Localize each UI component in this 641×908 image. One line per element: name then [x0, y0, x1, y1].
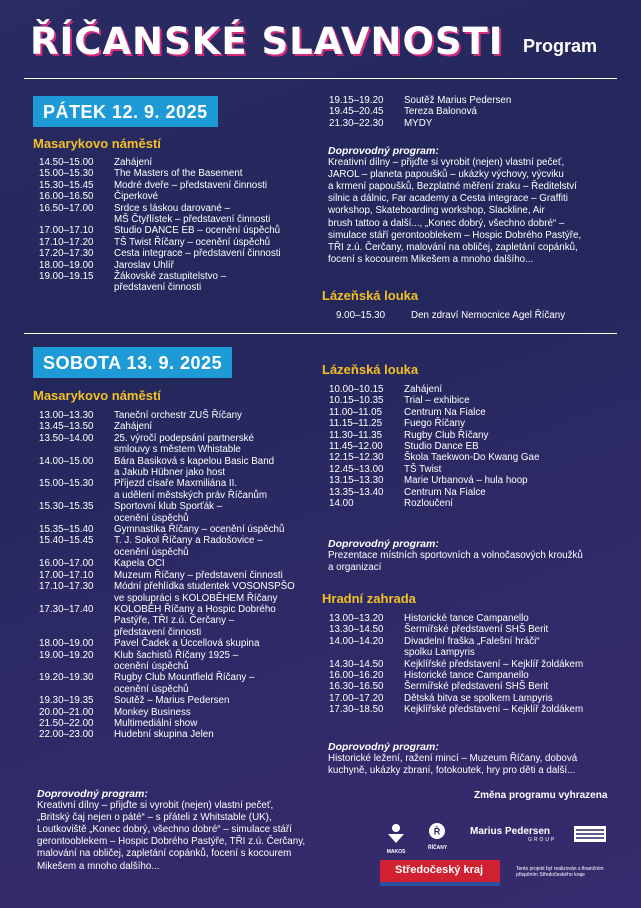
program-line: gerontooblekem – Hospic Dobrého Pastýře, TŘI z.ú. Čerčany,	[37, 836, 306, 848]
schedule-row	[329, 613, 614, 624]
kraj-support-note	[516, 866, 616, 878]
schedule-row	[39, 718, 314, 729]
schedule-time: 15.00–15.30	[39, 478, 94, 490]
schedule-row	[39, 410, 314, 421]
divider-mid	[24, 333, 617, 334]
friday-schedule-2	[329, 95, 609, 129]
schedule-time: 9.00–15.30	[336, 310, 386, 321]
program-line: Mikešem a mnoho dalšího...	[37, 860, 160, 872]
schedule-time: 14.50–15.00	[39, 157, 94, 168]
program-line: „Britský čaj nejen o páté“ – s přáteli z Whitstable (UK),	[37, 812, 272, 824]
schedule-row	[39, 180, 299, 191]
schedule-time: 13.45–13.50	[39, 421, 94, 433]
schedule-act: Fuego Říčany	[404, 418, 465, 430]
schedule-row	[329, 430, 614, 441]
program-line: malování na obličej, zapletání copánků, focení s kocourem	[37, 848, 292, 860]
stredocesky-kraj-stripe	[380, 882, 500, 886]
schedule-row	[39, 684, 314, 695]
friday-program	[328, 145, 613, 266]
schedule-row	[39, 421, 314, 432]
schedule-row	[329, 498, 614, 509]
schedule-act: Žákovské zastupitelstvo –	[114, 271, 227, 283]
page-subtitle: Program	[523, 36, 598, 56]
kraj-support-note-1: Tento projekt byl realizován s finančním	[516, 866, 604, 872]
schedule-time: 13.35–13.40	[329, 486, 384, 498]
schedule-act: Čiperkové	[114, 191, 159, 203]
schedule-row	[39, 248, 299, 259]
schedule-time: 18.00–19.00	[39, 638, 94, 650]
schedule-time: 17.20–17.30	[39, 248, 94, 260]
schedule-time: 16.00–16.50	[39, 191, 94, 203]
schedule-row	[329, 475, 614, 486]
schedule-time: 21.50–22.00	[39, 717, 94, 729]
schedule-time: 22.00–23.00	[39, 729, 94, 741]
schedule-act: Pastýře, TŘI z.ú. Čerčany –	[114, 615, 235, 627]
schedule-act: Monkey Business	[114, 706, 191, 718]
schedule-row	[39, 444, 314, 455]
schedule-row	[39, 260, 299, 271]
schedule-row	[329, 670, 614, 681]
schedule-row	[329, 624, 614, 635]
schedule-time: 13.00–13.20	[329, 613, 384, 624]
schedule-act: ve spolupráci s KOLOBĚHEM Říčany	[114, 592, 278, 604]
schedule-time: 11.00–11.05	[329, 406, 383, 418]
schedule-row	[39, 524, 314, 535]
schedule-act: spolku Lampyris	[404, 647, 475, 659]
friday-schedule-1	[39, 157, 299, 294]
schedule-row	[39, 168, 299, 179]
schedule-act: a udělení městských práv Říčanům	[114, 489, 268, 501]
ricany-logo-text: ŘÍČANY	[428, 845, 448, 851]
program-line: simulace stáří gerontooblekem – Hospic Dobrého Pastýře,	[328, 229, 582, 241]
friday-badge: PÁTEK 12. 9. 2025	[33, 96, 218, 127]
program-line: Historické ležení, ražení mincí – Muzeum Říčany, dobová	[328, 753, 578, 765]
schedule-row	[39, 570, 314, 581]
schedule-time: 19.45–20.45	[329, 106, 384, 118]
schedule-row	[39, 225, 299, 236]
marius-pedersen-logo	[470, 826, 610, 850]
program-line: brush tattoo a další..., „Konec dobrý, všechno dobré“ –	[328, 217, 565, 229]
schedule-row	[329, 636, 614, 647]
schedule-act: Historické tance Campanello	[404, 613, 529, 624]
schedule-row	[39, 271, 299, 282]
schedule-act: Divadelní fraška „Falešní hráči“	[404, 635, 540, 647]
schedule-time: 19.20–19.30	[39, 672, 94, 684]
schedule-row	[39, 237, 299, 248]
schedule-row	[329, 118, 609, 129]
schedule-act: ocenění úspěchů	[114, 546, 189, 558]
schedule-time: 10.15–10.35	[329, 395, 384, 407]
saturday-program	[37, 788, 322, 873]
schedule-row	[329, 693, 614, 704]
schedule-time	[329, 647, 404, 658]
schedule-act: Gymnastika Říčany – ocenění úspěchů	[114, 524, 285, 536]
schedule-act: Jaroslav Uhlíř	[114, 259, 174, 271]
schedule-row	[329, 407, 614, 418]
schedule-row	[329, 647, 614, 658]
schedule-row	[329, 441, 614, 452]
schedule-time: 17.00–17.10	[39, 569, 94, 581]
schedule-time: 19.00–19.20	[39, 649, 94, 661]
saturday-schedule-1	[39, 410, 314, 741]
schedule-act: smlouvy s městem Whistable	[114, 444, 241, 456]
program-line: Kreativní dílny – přijďte si vyrobit (nejen) vlastní pečeť,	[37, 800, 274, 812]
schedule-act: ocenění úspěchů	[114, 683, 189, 695]
schedule-time: 11.45–12.00	[329, 441, 383, 453]
schedule-time	[39, 444, 114, 455]
schedule-row	[329, 452, 614, 463]
program-line: silnic a dálnic, Far academy a Cesta integrace – Graffiti	[328, 193, 568, 205]
schedule-time: 13.00–13.30	[39, 410, 94, 421]
schedule-act: TŠ Twist Říčany – ocenění úspěchů	[114, 236, 271, 248]
schedule-time: 11.15–11.25	[329, 418, 383, 430]
schedule-act: Centrum Na Fialce	[404, 486, 486, 498]
page-title: ŘÍČANSKÉ SLAVNOSTI	[30, 20, 504, 63]
program-line: Loutkoviště „Konec dobrý, všechno dobré“ – simulace stáří	[37, 824, 292, 836]
program-line: a krmení papoušků, Bezplatné měření zraku – Ředitelství	[328, 181, 577, 193]
saturday-badge: SOBOTA 13. 9. 2025	[33, 347, 232, 378]
schedule-row	[39, 513, 314, 524]
schedule-row	[329, 395, 614, 406]
schedule-act: Studio Dance EB	[404, 441, 479, 453]
schedule-row	[329, 464, 614, 475]
schedule-time: 16.00–16.20	[329, 670, 384, 682]
schedule-act: Historické tance Campanello	[404, 670, 529, 682]
program-change-note: Změna programu vyhrazena	[474, 790, 608, 801]
saturday-schedule-3	[329, 613, 614, 716]
schedule-time: 16.30–16.50	[329, 681, 384, 693]
schedule-row	[39, 467, 314, 478]
schedule-time: 17.00–17.10	[39, 225, 94, 237]
schedule-time	[39, 214, 114, 225]
schedule-row	[39, 191, 299, 202]
friday-program-heading: Doprovodný program:	[328, 145, 439, 157]
schedule-row	[39, 214, 299, 225]
svg-text:Ř: Ř	[433, 826, 441, 837]
schedule-act: Den zdraví Nemocnice Agel Říčany	[411, 310, 566, 321]
stredocesky-kraj-logo	[380, 860, 500, 882]
schedule-act: Zahájení	[404, 384, 443, 395]
schedule-act: ocenění úspěchů	[114, 660, 189, 672]
schedule-row	[39, 501, 314, 512]
schedule-time: 13.50–14.00	[39, 432, 94, 444]
schedule-time: 15.30–15.45	[39, 179, 94, 191]
schedule-row	[39, 729, 314, 740]
schedule-time: 14.30–14.50	[329, 658, 384, 670]
schedule-row	[39, 695, 314, 706]
schedule-time: 14.00–14.20	[329, 635, 384, 647]
schedule-row	[39, 157, 299, 168]
schedule-act: Sportovní klub Sporťák –	[114, 501, 223, 513]
schedule-act: KOLOBĚH Říčany a Hospic Dobrého	[114, 603, 276, 615]
schedule-act: Zahájení	[114, 421, 153, 433]
program-line: a organizací	[328, 562, 382, 574]
schedule-act: Soutěž – Marius Pedersen	[114, 695, 230, 707]
schedule-act: Rugby Club Říčany	[404, 429, 489, 441]
schedule-time	[39, 593, 114, 604]
schedule-row	[329, 704, 614, 715]
schedule-row	[329, 384, 614, 395]
schedule-time: 13.15–13.30	[329, 475, 384, 487]
schedule-time: 18.00–19.00	[39, 259, 94, 271]
program-line: JAROL – planeta papoušků – ukázky výchovy, výcviku	[328, 169, 564, 181]
schedule-row	[39, 650, 314, 661]
schedule-act: Soutěž Marius Pedersen	[404, 95, 512, 106]
saturday-schedule-2	[329, 384, 614, 509]
schedule-time	[39, 513, 114, 524]
schedule-time: 19.30–19.35	[39, 695, 94, 707]
friday-schedule-3	[336, 310, 606, 321]
schedule-act: Rozloučení	[404, 498, 454, 510]
program-line: TŘI z.ú. Čerčany, malování na obličej, zapletání copánků,	[328, 241, 578, 253]
schedule-time: 17.10–17.30	[39, 581, 94, 593]
schedule-time	[39, 467, 114, 478]
schedule-time: 17.30–17.40	[39, 603, 94, 615]
schedule-row	[39, 615, 314, 626]
schedule-row	[39, 627, 314, 638]
schedule-act: Tereza Balonová	[404, 106, 477, 118]
schedule-time: 12.15–12.30	[329, 452, 384, 464]
schedule-row	[329, 106, 609, 117]
schedule-act: Kejklířské představení – Kejklíř žoldákem	[404, 658, 584, 670]
friday-section-lazenska: Lázeňská louka	[322, 288, 419, 303]
schedule-time: 17.10–17.20	[39, 236, 94, 248]
schedule-time	[39, 547, 114, 558]
schedule-row	[39, 672, 314, 683]
schedule-act: Zahájení	[114, 157, 153, 168]
schedule-time: 16.00–17.00	[39, 558, 94, 570]
marius-pedersen-text: Marius Pedersen	[470, 826, 551, 837]
schedule-time	[39, 490, 114, 501]
makos-logo-text: MAKOS	[386, 849, 406, 855]
schedule-row	[39, 535, 314, 546]
schedule-act: Multimediální show	[114, 717, 198, 729]
schedule-act: Srdce s láskou darované –	[114, 202, 230, 214]
marius-group-text: GROUP	[528, 837, 557, 843]
schedule-time: 15.35–15.40	[39, 524, 94, 536]
schedule-act: MYDY	[404, 117, 433, 129]
schedule-act: Šermířské představení SHŠ Berit	[404, 624, 549, 636]
makos-logo	[385, 822, 407, 855]
schedule-act: Bára Basiková s kapelou Basic Band	[114, 455, 275, 467]
schedule-row	[39, 478, 314, 489]
schedule-act: Marie Urbanová – hula hoop	[404, 475, 528, 487]
schedule-act: Modré dveře – představení činnosti	[114, 179, 268, 191]
stredocesky-kraj-text: Středočeský kraj	[395, 864, 484, 876]
schedule-row	[39, 707, 314, 718]
schedule-time	[39, 282, 114, 293]
schedule-act: Muzeum Říčany – představení činnosti	[114, 569, 283, 581]
schedule-act: ocenění úspěchů	[114, 512, 189, 524]
schedule-time	[39, 661, 114, 672]
program-line: workshop, Skateboarding workshop, Slackline, Air	[328, 205, 545, 217]
schedule-row	[39, 456, 314, 467]
schedule-time: 15.00–15.30	[39, 168, 94, 180]
schedule-act: Škola Taekwon-Do Kwang Gae	[404, 452, 540, 464]
schedule-row	[39, 581, 314, 592]
schedule-time: 15.30–15.35	[39, 501, 94, 513]
schedule-act: Dětská bitva se spolkem Lampyris	[404, 692, 553, 704]
program-line: kuchyně, ukázky zbraní, fotokoutek, hry pro děti a další...	[328, 765, 576, 777]
schedule-row	[329, 659, 614, 670]
schedule-time: 10.00–10.15	[329, 384, 384, 395]
schedule-act: Klub šachistů Říčany 1925 –	[114, 649, 239, 661]
schedule-act: Hudební skupina Jelen	[114, 729, 214, 741]
saturday-program-3-heading: Doprovodný program:	[328, 741, 439, 753]
schedule-row	[39, 490, 314, 501]
schedule-act: Taneční orchestr ZUŠ Říčany	[114, 410, 242, 421]
schedule-act: MŠ Čtyřlístek – představení činnosti	[114, 214, 271, 226]
schedule-time	[39, 627, 114, 638]
schedule-time: 14.00	[329, 498, 354, 510]
schedule-act: Kejklířské představení – Kejklíř žoldákem	[404, 704, 584, 716]
schedule-time: 16.50–17.00	[39, 202, 94, 214]
schedule-act: TŠ Twist	[404, 463, 442, 475]
program-line: Prezentace místních sportovních a volnočasových kroužků	[328, 550, 583, 562]
schedule-act: The Masters of the Basement	[114, 168, 243, 180]
friday-section-masarykovo: Masarykovo náměstí	[33, 136, 161, 151]
schedule-row	[39, 593, 314, 604]
schedule-row	[39, 638, 314, 649]
schedule-row	[336, 310, 606, 321]
saturday-section-masarykovo: Masarykovo náměstí	[33, 388, 161, 403]
schedule-act: Rugby Club Mountfield Říčany –	[114, 672, 255, 684]
kraj-support-note-2: přispěním Středočeského kraje	[516, 872, 585, 878]
saturday-section-hradni: Hradní zahrada	[322, 591, 416, 606]
schedule-time: 11.30–11.35	[329, 429, 383, 441]
schedule-act: Pavel Čadek a Úccellová skupina	[114, 638, 260, 650]
schedule-row	[39, 433, 314, 444]
saturday-program-2	[328, 538, 613, 574]
schedule-time: 19.15–19.20	[329, 95, 384, 106]
schedule-time	[39, 615, 114, 626]
schedule-time: 17.30–18.50	[329, 704, 384, 716]
schedule-act: Kapela OCI	[114, 558, 165, 570]
schedule-time: 15.40–15.45	[39, 535, 94, 547]
saturday-program-heading: Doprovodný program:	[37, 788, 148, 800]
schedule-row	[329, 418, 614, 429]
divider-top	[24, 78, 617, 79]
schedule-row	[39, 203, 299, 214]
schedule-act: 25. výročí podepsání partnerské	[114, 432, 254, 444]
schedule-row	[39, 661, 314, 672]
schedule-row	[329, 95, 609, 106]
schedule-act: T. J. Sokol Říčany a Radošovice –	[114, 535, 263, 547]
program-line: focení s kocourem Mikešem a mnoho dalšího...	[328, 253, 534, 265]
schedule-time	[39, 684, 114, 695]
saturday-section-lazenska: Lázeňská louka	[322, 362, 419, 377]
schedule-row	[329, 681, 614, 692]
schedule-time: 19.00–19.15	[39, 271, 94, 283]
schedule-act: Cesta integrace – představení činnosti	[114, 248, 281, 260]
program-line: Kreativní dílny – přijďte si vyrobit (nejen) vlastní pečeť,	[328, 157, 565, 169]
schedule-time: 20.00–21.00	[39, 706, 94, 718]
schedule-act: Trial – exhibice	[404, 395, 470, 407]
schedule-time: 13.30–14.50	[329, 624, 384, 636]
schedule-row	[39, 558, 314, 569]
schedule-act: Módní přehlídka studentek VOSONSPŠO	[114, 581, 295, 593]
schedule-act: Centrum Na Fialce	[404, 406, 486, 418]
schedule-time: 14.00–15.00	[39, 455, 94, 467]
saturday-program-3	[328, 741, 613, 777]
schedule-act: představení činnosti	[114, 282, 202, 294]
schedule-time: 21.30–22.30	[329, 117, 384, 129]
schedule-row	[39, 282, 299, 293]
schedule-time: 17.00–17.20	[329, 692, 384, 704]
schedule-row	[39, 604, 314, 615]
schedule-act: Šermířské představení SHŠ Berit	[404, 681, 549, 693]
saturday-program-2-heading: Doprovodný program:	[328, 538, 439, 550]
schedule-act: Studio DANCE EB – ocenění úspěchů	[114, 225, 281, 237]
schedule-time: 12.45–13.00	[329, 463, 384, 475]
ricany-logo	[428, 822, 452, 852]
schedule-row	[39, 547, 314, 558]
schedule-act: Příjezd císaře Maxmiliána II.	[114, 478, 238, 490]
schedule-row	[329, 487, 614, 498]
schedule-act: představení činnosti	[114, 626, 202, 638]
schedule-act: a Jakub Hübner jako host	[114, 467, 226, 479]
